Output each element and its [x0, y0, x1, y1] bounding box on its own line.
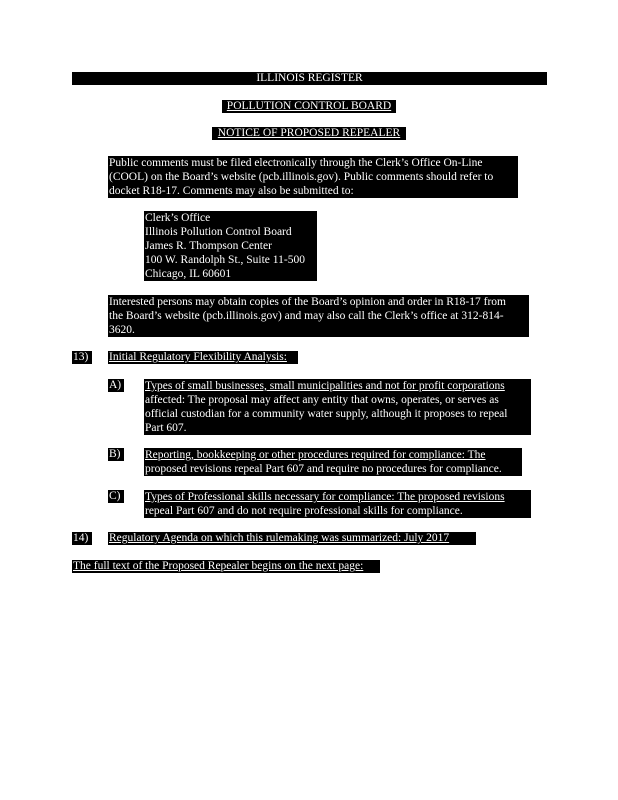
copies-paragraph — [108, 295, 529, 337]
agency-title-text: POLLUTION CONTROL BOARD — [226, 100, 392, 112]
section-13-number — [72, 351, 92, 364]
section-14-number — [72, 532, 92, 545]
item-b-line: Reporting, bookkeeping or other procedures required for compliance: The — [145, 449, 486, 461]
section-14-text — [108, 532, 476, 545]
notice-title-text: NOTICE OF PROPOSED REPEALER — [217, 127, 401, 139]
item-a-letter — [108, 379, 124, 392]
address-line: Chicago, IL 60601 — [145, 268, 232, 280]
item-c-text — [144, 490, 531, 518]
address-line: Illinois Pollution Control Board — [145, 226, 292, 238]
item-b-line: proposed revisions repeal Part 607 and require no procedures for compliance. — [145, 463, 502, 475]
comments-line: Public comments must be filed electronically through the Clerk’s Office On-Line — [109, 157, 483, 169]
address-line: James R. Thompson Center — [145, 240, 272, 252]
item-a-line: official custodian for a community water supply, although it proposes to repeal — [145, 408, 508, 420]
agency-title — [222, 100, 396, 113]
section-13-title — [108, 351, 298, 364]
copies-line: the Board’s website (pcb.illinois.gov) and may also call the Clerk’s office at 312-814- — [109, 310, 504, 322]
section-14-number-text: 14) — [73, 532, 89, 544]
comments-line: docket R18-17. Comments may also be submitted to: — [109, 185, 354, 197]
copies-line: Interested persons may obtain copies of the Board’s opinion and order in R18-17 from — [109, 296, 506, 308]
item-c-line: Types of Professional skills necessary for compliance: The proposed revisions — [145, 491, 505, 503]
item-a-line: affected: The proposal may affect any entity that owns, operates, or serves as — [145, 394, 499, 406]
section-13-title-text: Initial Regulatory Flexibility Analysis: — [109, 351, 287, 363]
item-b-letter — [108, 448, 124, 461]
item-b-letter-text: B) — [109, 448, 121, 460]
address-line: 100 W. Randolph St., Suite 11-500 — [145, 254, 305, 266]
comments-line: (COOL) on the Board’s website (pcb.illinois.gov). Public comments should refer to — [109, 171, 494, 183]
copies-line: 3620. — [109, 324, 135, 336]
footer-note — [72, 560, 380, 573]
footer-note-text: The full text of the Proposed Repealer begins on the next page: — [73, 560, 364, 572]
item-a-line: Part 607. — [145, 422, 187, 434]
item-c-letter — [108, 490, 124, 503]
item-c-letter-text: C) — [109, 490, 121, 502]
section-13-number-text: 13) — [73, 351, 89, 363]
item-a-line: Types of small businesses, small municipalities and not for profit corporations — [145, 380, 505, 392]
register-title — [72, 72, 547, 85]
item-c-line: repeal Part 607 and do not require professional skills for compliance. — [145, 505, 463, 517]
notice-title — [212, 127, 406, 140]
item-b-text — [144, 448, 522, 476]
clerk-address — [144, 211, 317, 281]
register-title-text: ILLINOIS REGISTER — [256, 72, 363, 84]
section-14-text-content: Regulatory Agenda on which this rulemaking was summarized: July 2017 — [109, 532, 450, 544]
comments-paragraph — [108, 156, 518, 198]
address-line: Clerk’s Office — [145, 212, 211, 224]
item-a-letter-text: A) — [109, 379, 122, 391]
item-a-text — [144, 379, 531, 435]
